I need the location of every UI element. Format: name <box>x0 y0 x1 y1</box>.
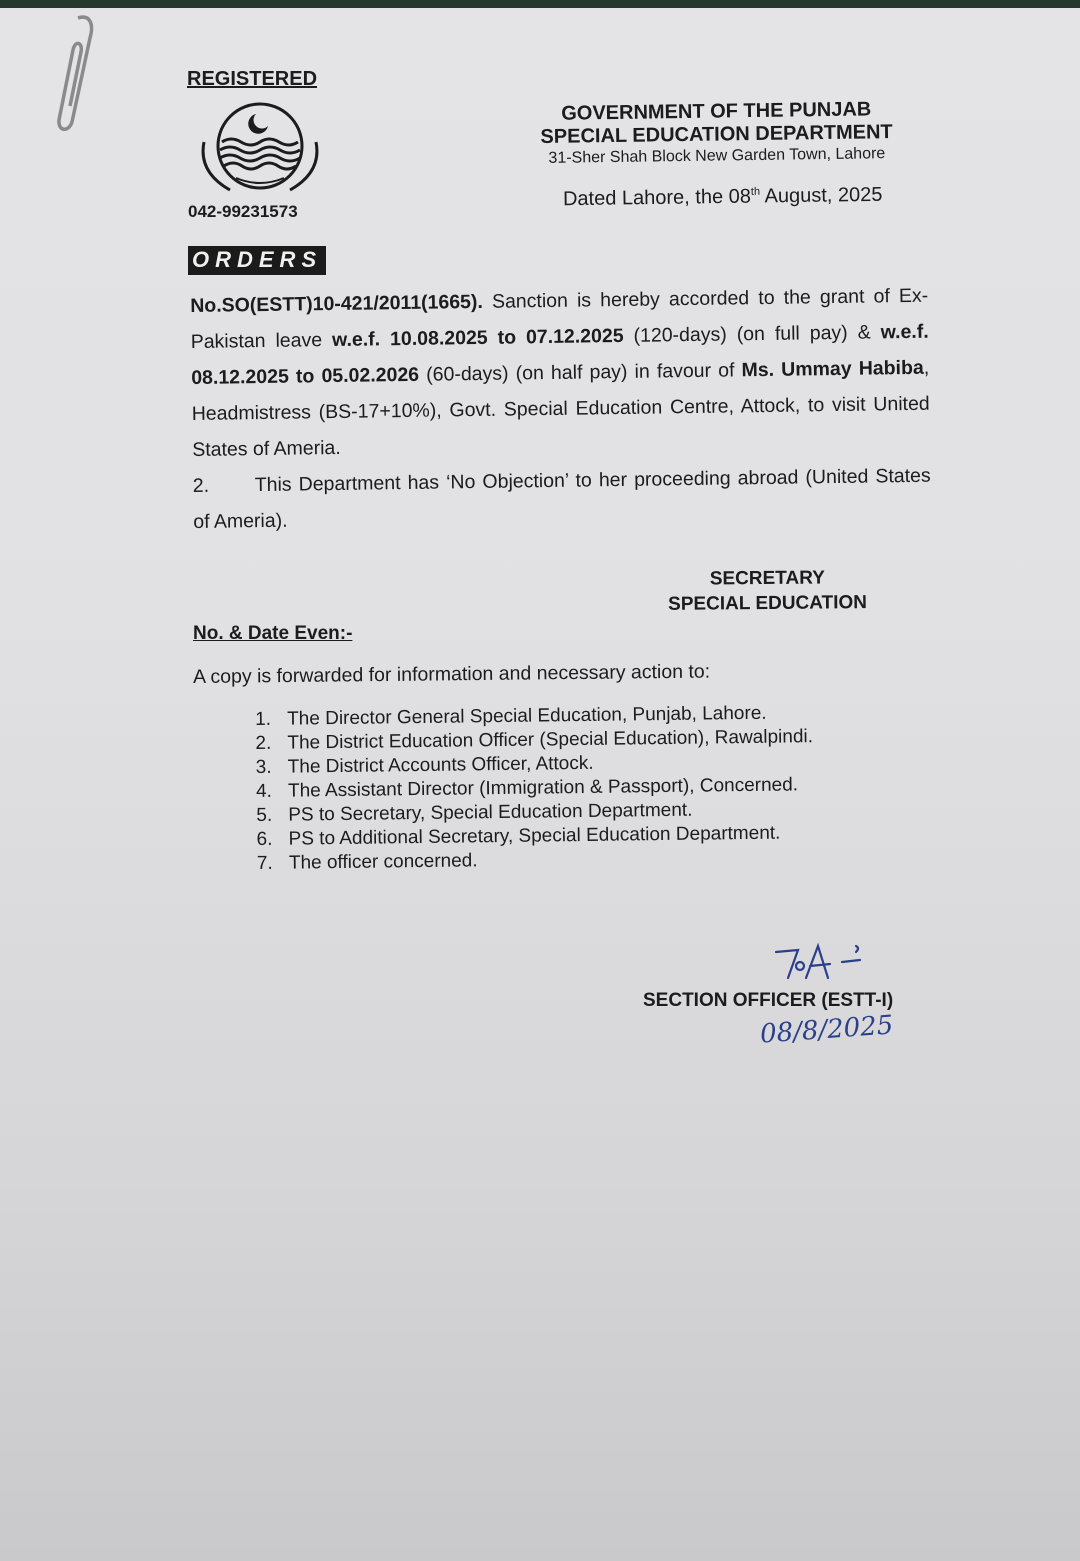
item-number: 7. <box>256 852 273 874</box>
dated-sup: th <box>750 185 761 198</box>
paragraph-number: 2. <box>192 474 210 497</box>
paragraph-text: This Department has ‘No Objection’ to her proceeding abroad (United States of Ameria). <box>193 464 931 533</box>
government-title: GOVERNMENT OF THE PUNJAB <box>561 98 872 125</box>
item-text: PS to Additional Secretary, Special Education Department. <box>288 822 781 850</box>
dated-text: Dated Lahore, the 08 <box>562 185 752 211</box>
item-number: 2. <box>255 732 272 754</box>
item-text: PS to Secretary, Special Education Department. <box>288 799 693 826</box>
item-number: 5. <box>256 804 273 826</box>
item-number: 3. <box>255 756 272 778</box>
item-text: The Assistant Director (Immigration & Passport), Concerned. <box>287 774 799 802</box>
signatory-department: SPECIAL EDUCATION <box>668 592 868 615</box>
handwritten-date: 08/8/2025 <box>759 1010 895 1050</box>
phone-number: 042-99231573 <box>188 202 298 221</box>
item-text: The District Education Officer (Special Education), Rawalpindi. <box>287 726 814 754</box>
dated-line <box>563 184 883 211</box>
employee-name: Ms. Ummay Habiba <box>741 356 924 382</box>
order-paragraph-2 <box>193 458 932 540</box>
order-number: No.SO(ESTT)10-421/2011(1665). <box>190 290 484 317</box>
item-number: 4. <box>255 780 273 802</box>
copy-heading: No. & Date Even:- <box>193 623 353 644</box>
secretary-signatory <box>668 565 867 617</box>
handwritten-signature <box>770 938 880 988</box>
department-address: 31-Sher Shah Block New Garden Town, Lahore <box>548 145 886 167</box>
order-text: (60-days) (on half pay) in favour of <box>418 359 742 386</box>
orders-heading: ORDERS <box>188 246 326 275</box>
order-body <box>190 278 931 540</box>
punjab-emblem-icon <box>196 102 324 198</box>
order-text: (120-days) (on full pay) & <box>623 321 881 347</box>
item-text: The District Accounts Officer, Attock. <box>287 752 594 778</box>
full-pay-period: w.e.f. 10.08.2025 to 07.12.2025 <box>331 324 624 352</box>
distribution-list <box>255 701 815 876</box>
item-number: 1. <box>255 708 272 730</box>
top-edge <box>0 0 1080 8</box>
paperclip-icon <box>28 10 98 135</box>
registered-label: REGISTERED <box>187 68 318 90</box>
section-officer-title: SECTION OFFICER (ESTT-I) <box>643 990 894 1011</box>
order-text: Sanction is hereby accorded to the grant of Ex-Pakistan leave <box>190 284 929 353</box>
signatory-title: SECRETARY <box>709 567 825 590</box>
order-paragraph-1 <box>190 278 930 468</box>
order-text: , Headmistress (BS-17+10%), Govt. Special Education Centre, Attock, to visit United States of Ameria. <box>191 356 930 461</box>
dated-month-year: August, 2025 <box>759 183 883 208</box>
item-text: The Director General Special Education, Punjab, Lahore. <box>287 702 767 730</box>
item-number: 6. <box>256 828 273 850</box>
department-title: SPECIAL EDUCATION DEPARTMENT <box>540 121 893 148</box>
letterhead <box>540 98 893 168</box>
item-text: The officer concerned. <box>288 850 478 874</box>
copy-intro: A copy is forwarded for information and necessary action to: <box>193 660 711 688</box>
half-pay-period: w.e.f. 08.12.2025 to 05.02.2026 <box>191 320 929 389</box>
